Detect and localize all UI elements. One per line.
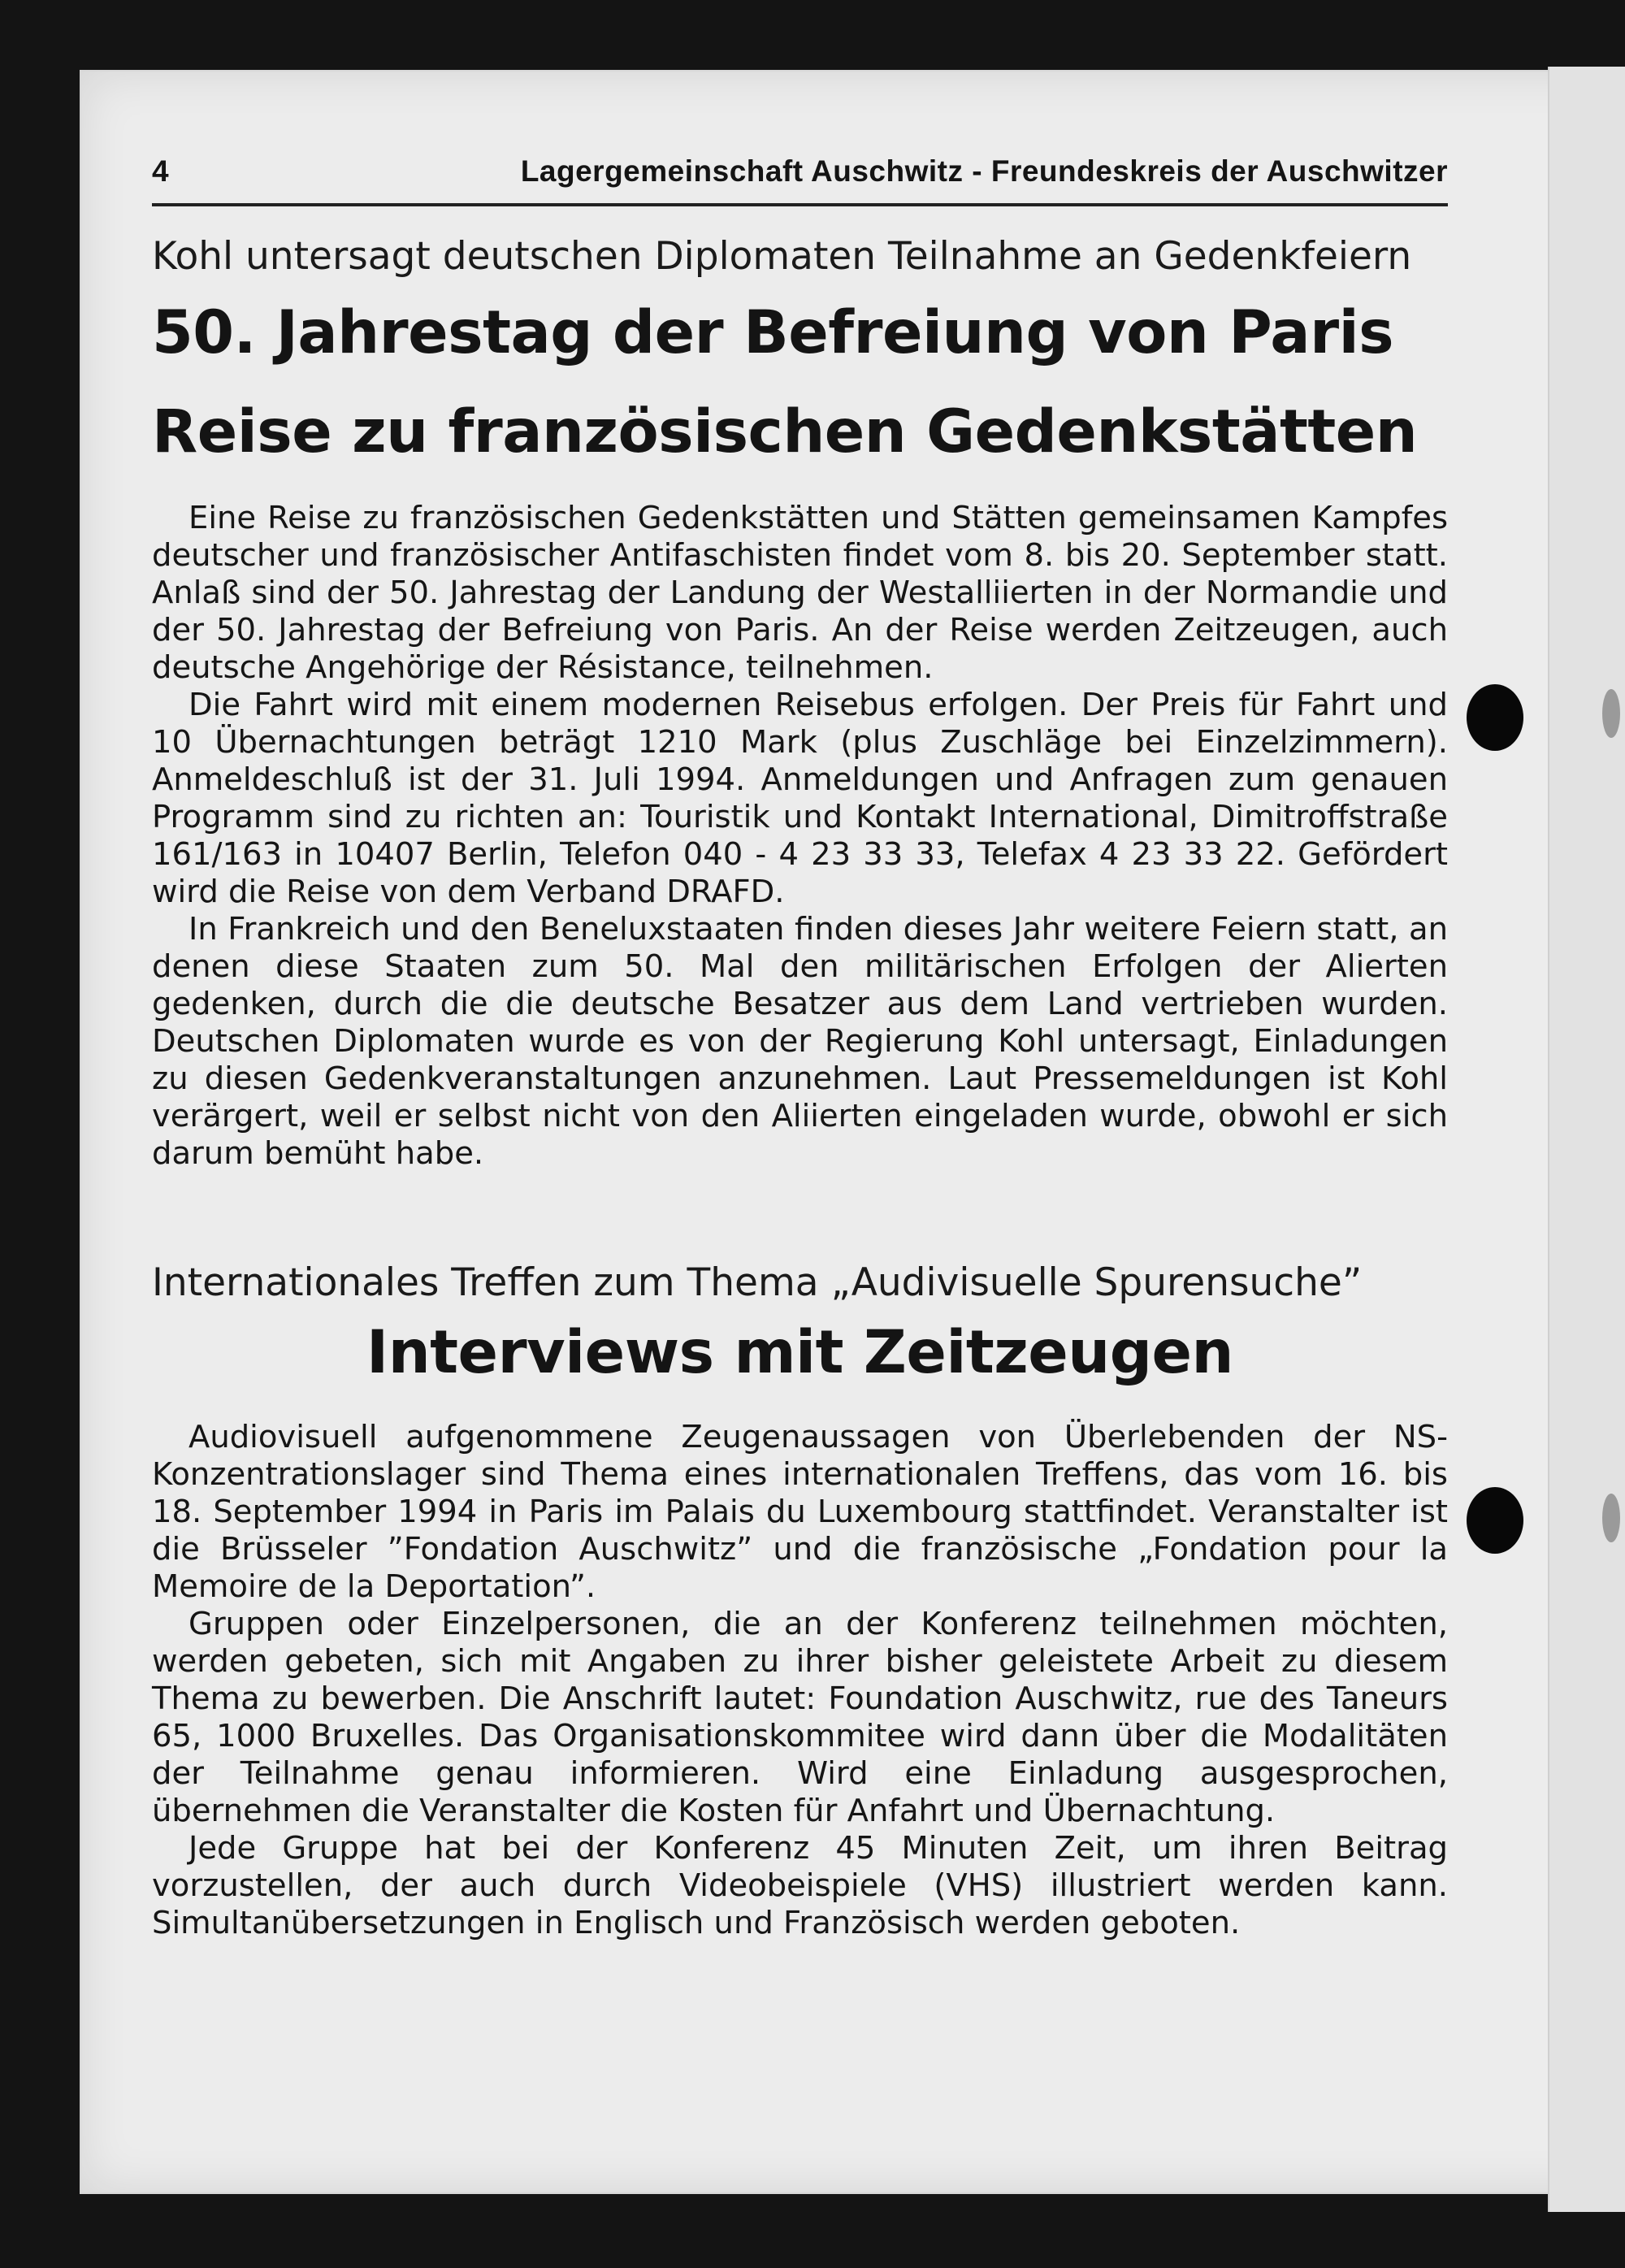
article1-kicker: Kohl untersagt deutschen Diplomaten Teilnahme an Gedenkfeiern	[152, 234, 1412, 279]
punch-hole	[1467, 1487, 1523, 1554]
punch-hole-shadow	[1602, 1494, 1620, 1542]
page-number: 4	[152, 154, 169, 188]
article2-kicker: Internationales Treffen zum Thema „Audivisuelle Spurensuche”	[152, 1260, 1363, 1305]
article2-body	[152, 1419, 1448, 1942]
publication-title: Lagergemeinschaft Auschwitz - Freundeskreis der Auschwitzer	[520, 154, 1448, 188]
article2-headline: Interviews mit Zeitzeugen	[366, 1318, 1233, 1387]
article2-paragraph: Gruppen oder Einzelpersonen, die an der Konferenz teilnehmen möchten, werden gebeten, sich mit Angaben zu ihrer bisher geleistete Arbeit zu diesem Thema zu bewerben. Die Anschrift lautet: Foundation Auschwitz, rue des Taneurs 65, 1000 Bruxelles. Das Organisationskommitee wird dann über die Modalitäten der Teilnahme genau informieren. Wird eine Einladung ausgesprochen, übernehmen die Veranstalter die Kosten für Anfahrt und Übernachtung.	[152, 1606, 1448, 1829]
page-content	[152, 154, 1448, 1942]
punch-hole-shadow	[1602, 689, 1620, 738]
article2-paragraph: Jede Gruppe hat bei der Konferenz 45 Minuten Zeit, um ihren Beitrag vorzustellen, der auch durch Videobeispiele (VHS) illustriert werden kann. Simultanübersetzungen in Englisch und Französisch werden geboten.	[152, 1830, 1448, 1941]
article1-paragraph: Die Fahrt wird mit einem modernen Reisebus erfolgen. Der Preis für Fahrt und 10 Übernachtungen beträgt 1210 Mark (plus Zuschläge bei Einzelzimmern). Anmeldeschluß ist der 31. Juli 1994. Anmeldungen und Anfragen zum genauen Programm sind zu richten an: Touristik und Kontakt International, Dimitroffstraße 161/163 in 10407 Berlin, Telefon 040 - 4 23 33 33, Telefax 4 23 33 22. Gefördert wird die Reise von dem Verband DRAFD.	[152, 687, 1448, 910]
article1-headline-line2: Reise zu französischen Gedenkstätten	[152, 397, 1418, 466]
punch-hole	[1467, 684, 1523, 751]
article1-paragraph: In Frankreich und den Beneluxstaaten finden dieses Jahr weitere Feiern statt, an denen diese Staaten zum 50. Mal den militärischen Erfolgen der Alierten gedenken, durch die die deutsche Besatzer aus dem Land vertrieben wurden. Deutschen Diplomaten wurde es von der Regierung Kohl untersagt, Einladungen zu diesen Gedenkveranstaltungen anzunehmen. Laut Pressemeldungen ist Kohl verärgert, weil er selbst nicht von den Aliierten eingeladen wurde, obwohl er sich darum bemüht habe.	[152, 911, 1448, 1172]
article2-paragraph: Audiovisuell aufgenommene Zeugenaussagen von Überlebenden der NS-Konzentrationslager sind Thema eines internationalen Treffens, das vom 16. bis 18. September 1994 in Paris im Palais du Luxembourg stattfindet. Veranstalter ist die Brüsseler ”Fondation Auschwitz” und die französische „Fondation pour la Memoire de la Deportation”.	[152, 1419, 1448, 1605]
article1-headline-line1: 50. Jahrestag der Befreiung von Paris	[152, 298, 1394, 367]
article1-body	[152, 500, 1448, 1173]
running-header	[152, 154, 1448, 206]
adjacent-page-edge	[1548, 67, 1625, 2212]
article1-paragraph: Eine Reise zu französischen Gedenkstätten und Stätten gemeinsamen Kampfes deutscher und französischer Antifaschisten findet vom 8. bis 20. September statt. Anlaß sind der 50. Jahrestag der Landung der Westalliierten in der Normandie und der 50. Jahrestag der Befreiung von Paris. An der Reise werden Zeitzeugen, auch deutsche Angehörige der Résistance, teilnehmen.	[152, 500, 1448, 686]
